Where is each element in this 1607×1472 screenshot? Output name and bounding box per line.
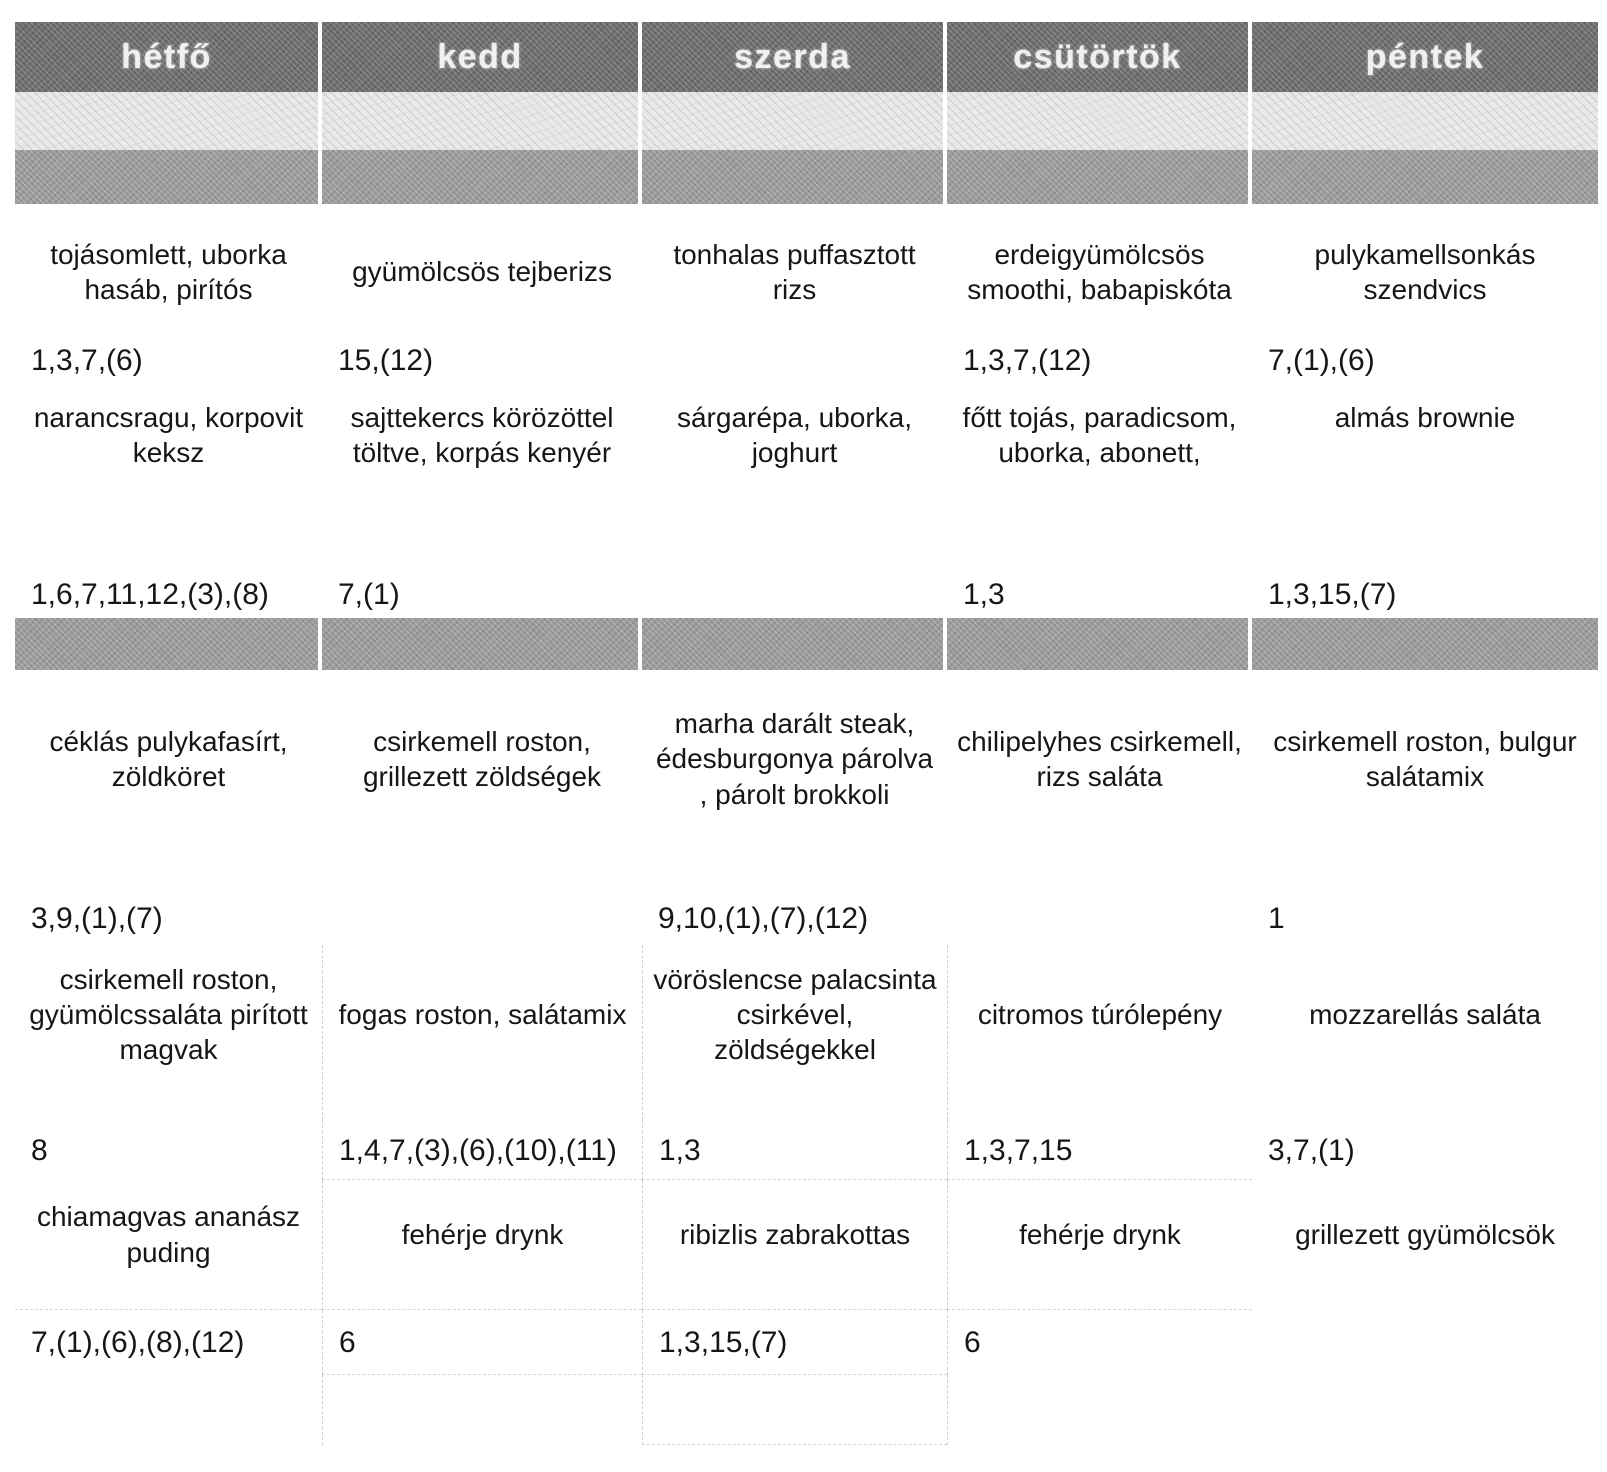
day-header-monday: hétfő [15, 22, 322, 92]
grid-remnant [1252, 1375, 1598, 1445]
allergen-codes: 1,3,7,15 [947, 1120, 1252, 1180]
gray-texture-band-middle [15, 618, 1598, 670]
texture-cell [1252, 92, 1598, 150]
allergen-row-1 [15, 340, 1598, 392]
meal-item: fehérje drynk [322, 1180, 642, 1310]
allergen-codes [322, 888, 642, 945]
meal-item: gyümölcsös tejberizs [352, 256, 612, 288]
allergen-codes: 3,9,(1),(7) [31, 902, 163, 935]
texture-cell [947, 92, 1252, 150]
bottom-grid-remnant-row [15, 1375, 1598, 1445]
allergen-codes [642, 552, 947, 618]
allergen-row-4 [15, 1120, 1598, 1180]
texture-cell [322, 150, 642, 204]
meal-row-5 [15, 1180, 1598, 1310]
allergen-codes: 9,10,(1),(7),(12) [658, 902, 869, 935]
texture-cell [15, 150, 322, 204]
texture-cell [947, 150, 1252, 204]
allergen-row-3 [15, 888, 1598, 945]
meal-item: fogas roston, salátamix [322, 945, 642, 1120]
meal-item: chiamagvas ananász puding [15, 1180, 322, 1310]
gray-texture-band-top [15, 150, 1598, 204]
allergen-codes: 8 [31, 1134, 48, 1167]
allergen-row-2 [15, 552, 1598, 618]
day-header-tuesday: kedd [322, 22, 642, 92]
allergen-row-5 [15, 1310, 1598, 1375]
day-header-thursday: csütörtök [947, 22, 1252, 92]
meal-item: pulykamellsonkás szendvics [1314, 238, 1536, 305]
day-header-friday: péntek [1365, 37, 1485, 76]
meal-item: mozzarellás saláta [1309, 998, 1541, 1030]
meal-item: ribizlis zabrakottas [642, 1180, 947, 1310]
meal-item: céklás pulykafasírt, zöldköret [49, 725, 288, 792]
allergen-codes [642, 340, 947, 392]
allergen-codes: 1,3,15,(7) [1268, 578, 1397, 611]
grid-remnant [642, 1375, 947, 1445]
light-texture-band [15, 92, 1598, 150]
texture-cell [15, 618, 322, 670]
meal-item: citromos túrólepény [947, 945, 1252, 1120]
meal-item: csirkemell roston, bulgur salátamix [1273, 725, 1577, 792]
allergen-codes: 1,3,15,(7) [642, 1310, 947, 1375]
meal-row-2 [15, 392, 1598, 552]
allergen-codes: 1,6,7,11,12,(3),(8) [31, 578, 269, 611]
meal-item: vöröslencse palacsinta csirkével, zöldségekkel [642, 945, 947, 1120]
allergen-codes: 6 [322, 1310, 642, 1375]
texture-cell [642, 618, 947, 670]
meal-item: csirkemell roston, gyümölcssaláta pirított magvak [29, 963, 308, 1066]
allergen-codes: 3,7,(1) [1268, 1134, 1355, 1167]
meal-item: sárgarépa, uborka, joghurt [676, 402, 913, 469]
allergen-codes: 1,3,7,(12) [963, 344, 1092, 377]
texture-cell [322, 92, 642, 150]
day-header-wednesday: szerda [642, 22, 947, 92]
texture-cell [642, 150, 947, 204]
texture-cell [1252, 618, 1598, 670]
grid-remnant [322, 1375, 642, 1445]
texture-cell [15, 92, 322, 150]
meal-item: tojásomlett, uborka hasáb, pirítós [50, 238, 287, 305]
texture-cell [322, 618, 642, 670]
allergen-codes [947, 888, 1252, 945]
texture-cell [947, 618, 1252, 670]
meal-row-1 [15, 204, 1598, 340]
day-header-row [15, 22, 1598, 92]
allergen-codes: 6 [947, 1310, 1252, 1375]
allergen-codes: 1,3,7,(6) [31, 344, 143, 377]
grid-remnant [947, 1375, 1252, 1445]
allergen-codes: 1 [1268, 902, 1285, 935]
menu-table [15, 22, 1598, 1445]
allergen-codes: 7,(1) [338, 578, 400, 611]
allergen-codes [1252, 1310, 1598, 1375]
texture-cell [1252, 150, 1598, 204]
allergen-codes: 7,(1),(6) [1268, 344, 1375, 377]
meal-row-4 [15, 945, 1598, 1120]
meal-item: erdeigyümölcsös smoothi, babapiskóta [967, 238, 1232, 305]
meal-item: fehérje drynk [947, 1180, 1252, 1310]
meal-item: almás brownie [1334, 402, 1516, 433]
meal-item: narancsragu, korpovit keksz [33, 402, 304, 469]
allergen-codes: 7,(1),(6),(8),(12) [31, 1326, 245, 1359]
texture-cell [642, 92, 947, 150]
meal-item: grillezett gyümölcsök [1295, 1219, 1555, 1251]
allergen-codes: 1,4,7,(3),(6),(10),(11) [322, 1120, 642, 1180]
allergen-codes: 15,(12) [338, 344, 434, 377]
meal-item: marha darált steak, édesburgonya párolva , párolt brokkoli [655, 708, 934, 810]
allergen-codes: 1,3 [642, 1120, 947, 1180]
grid-remnant [15, 1375, 322, 1445]
allergen-codes: 1,3 [963, 578, 1005, 611]
meal-item: csirkemell roston, grillezett zöldségek [362, 725, 602, 792]
meal-row-3 [15, 670, 1598, 888]
meal-item: tonhalas puffasztott rizs [673, 238, 916, 305]
meal-item: főtt tojás, paradicsom, uborka, abonett, [962, 402, 1237, 469]
meal-item: chilipelyhes csirkemell, rizs saláta [957, 725, 1242, 792]
meal-item: sajttekercs körözöttel töltve, korpás kenyér [350, 402, 614, 469]
